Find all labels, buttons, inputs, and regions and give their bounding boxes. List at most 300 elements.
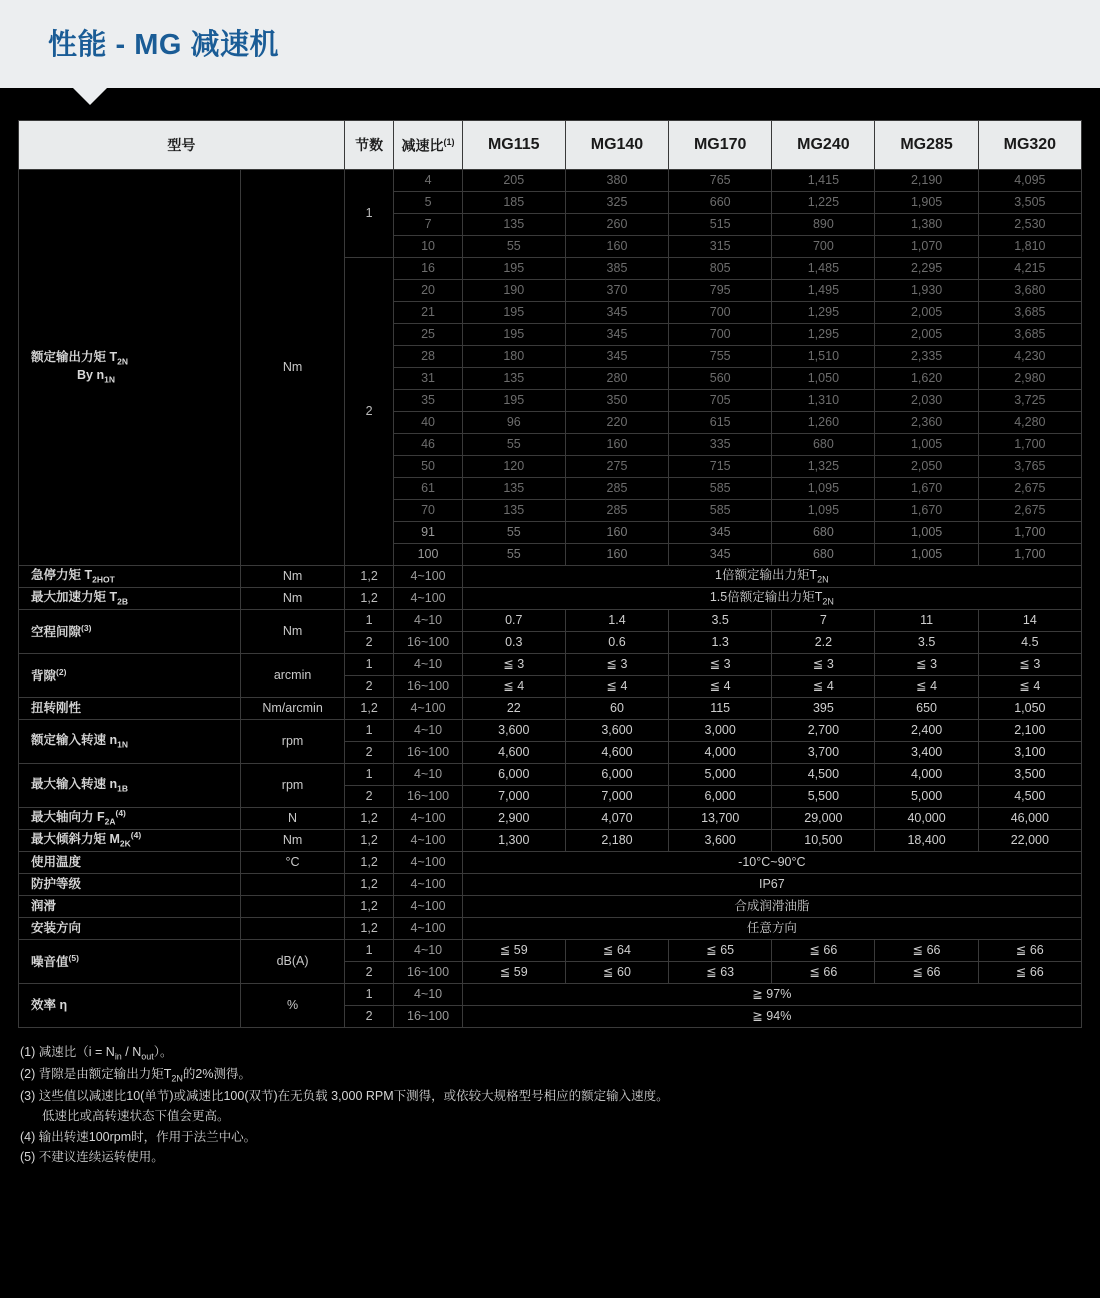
header-notch [72, 87, 108, 105]
ratio-cell: 5 [394, 192, 462, 214]
header-model-mg320: MG320 [978, 121, 1081, 170]
value-cell: 1,670 [875, 500, 978, 522]
stage-cell: 1 [344, 984, 394, 1006]
footnote-1: (1) 减速比$(i = N_{in} / N_{out})$。 [20, 1045, 173, 1062]
value-cell: 22 [462, 698, 565, 720]
row-label-efficiency: 效率 η [19, 984, 241, 1028]
value-cell: 2,050 [875, 456, 978, 478]
value-cell: ≦ 66 [772, 940, 875, 962]
stage-cell: 1 [344, 610, 394, 632]
row-label-max-axial-force: 最大轴向力 $F_{2A}^{(4)}$ [19, 808, 241, 830]
value-cell: 4,095 [978, 170, 1081, 192]
ratio-cell: 4~100 [394, 874, 462, 896]
value-cell: 1,050 [978, 698, 1081, 720]
table-head [19, 121, 1082, 170]
value-cell: 195 [462, 302, 565, 324]
value-cell: 615 [669, 412, 772, 434]
value-cell: 2,295 [875, 258, 978, 280]
row-unit: N [241, 808, 344, 830]
value-cell: 185 [462, 192, 565, 214]
value-cell: ≦ 3 [565, 654, 668, 676]
value-cell: 660 [669, 192, 772, 214]
row-unit-t2n: Nm [241, 170, 344, 566]
value-cell: 4,215 [978, 258, 1081, 280]
ratio-cell: 61 [394, 478, 462, 500]
value-cell: 55 [462, 434, 565, 456]
table-row [19, 654, 1082, 676]
value-cell: 1,295 [772, 302, 875, 324]
header-model-mg115: MG115 [462, 121, 565, 170]
value-cell: 2,190 [875, 170, 978, 192]
value-cell: 14 [978, 610, 1081, 632]
row-label-protection: 防护等级 [19, 874, 241, 896]
ratio-cell: 28 [394, 346, 462, 368]
ratio-cell: 16~100 [394, 786, 462, 808]
stage-cell: 2 [344, 676, 394, 698]
value-cell: 180 [462, 346, 565, 368]
footnotes [0, 1028, 1100, 1167]
stage-cell: 1,2 [344, 918, 394, 940]
value-cell: 1,325 [772, 456, 875, 478]
row-unit: rpm [241, 720, 344, 764]
value-cell: ≦ 65 [669, 940, 772, 962]
value-cell: 135 [462, 368, 565, 390]
header-model: 型号 [19, 121, 345, 170]
header-ratio: 减速比$^{(1)}$ [394, 121, 462, 170]
value-cell: 3,400 [875, 742, 978, 764]
value-cell: 190 [462, 280, 565, 302]
table-row [19, 588, 1082, 610]
table-row [19, 808, 1082, 830]
value-cell: 3,685 [978, 324, 1081, 346]
value-cell: 2,005 [875, 324, 978, 346]
stage-cell: 2 [344, 1006, 394, 1028]
table-row [19, 874, 1082, 896]
value-cell: 1,620 [875, 368, 978, 390]
ratio-cell: 4~10 [394, 654, 462, 676]
value-cell: 1,510 [772, 346, 875, 368]
stage-cell: 2 [344, 786, 394, 808]
stage-cell: 1 [344, 764, 394, 786]
value-cell: 1,095 [772, 478, 875, 500]
value-cell: 4,070 [565, 808, 668, 830]
value-cell: 280 [565, 368, 668, 390]
table-row [19, 984, 1082, 1006]
value-cell: 395 [772, 698, 875, 720]
ratio-cell: 4~100 [394, 588, 462, 610]
value-cell: 7,000 [462, 786, 565, 808]
value-cell: 765 [669, 170, 772, 192]
value-cell: 5,500 [772, 786, 875, 808]
ratio-cell: 50 [394, 456, 462, 478]
value-cell: 2,005 [875, 302, 978, 324]
value-cell: ≦ 66 [772, 962, 875, 984]
value-cell: 195 [462, 390, 565, 412]
value-cell: 135 [462, 478, 565, 500]
row-unit: Nm/arcmin [241, 698, 344, 720]
value-cell: 7,000 [565, 786, 668, 808]
value-cell: 11 [875, 610, 978, 632]
ratio-cell: 31 [394, 368, 462, 390]
value-cell: 0.7 [462, 610, 565, 632]
value-cell: 380 [565, 170, 668, 192]
value-cell: 345 [565, 324, 668, 346]
value-cell: 325 [565, 192, 668, 214]
value-cell: 2,900 [462, 808, 565, 830]
value-cell: 135 [462, 500, 565, 522]
value-cell: 13,700 [669, 808, 772, 830]
value-cell: 1,005 [875, 544, 978, 566]
value-cell: 1,380 [875, 214, 978, 236]
value-cell: 4,000 [669, 742, 772, 764]
value-cell: 2,675 [978, 500, 1081, 522]
ratio-cell: 16~100 [394, 742, 462, 764]
table-row [19, 610, 1082, 632]
value-cell: 29,000 [772, 808, 875, 830]
ratio-cell: 4~100 [394, 896, 462, 918]
stage-cell: 1 [344, 654, 394, 676]
value-cell: 285 [565, 478, 668, 500]
value-cell: 10,500 [772, 830, 875, 852]
value-cell: ≦ 4 [462, 676, 565, 698]
stage-cell: 1,2 [344, 698, 394, 720]
value-cell: 6,000 [565, 764, 668, 786]
value-cell: 4,600 [565, 742, 668, 764]
row-label-t2hot: 急停力矩 $T_{2НОТ}$ [19, 566, 241, 588]
row-label-lost-motion: 空程间隙$^{(3)}$ [19, 610, 241, 654]
ratio-cell: 4~10 [394, 610, 462, 632]
merged-value-cell: 1倍额定输出力矩$T_{2N}$ [462, 566, 1081, 588]
value-cell: 60 [565, 698, 668, 720]
value-cell: ≦ 66 [875, 940, 978, 962]
stage-cell: 1 [344, 720, 394, 742]
ratio-cell: 4~100 [394, 698, 462, 720]
value-cell: 6,000 [669, 786, 772, 808]
ratio-cell: 46 [394, 434, 462, 456]
merged-value-cell: ≧ 97% [462, 984, 1081, 1006]
value-cell: 1,295 [772, 324, 875, 346]
table-row [19, 764, 1082, 786]
value-cell: 805 [669, 258, 772, 280]
value-cell: 195 [462, 324, 565, 346]
value-cell: 2,100 [978, 720, 1081, 742]
value-cell: 755 [669, 346, 772, 368]
value-cell: 2,530 [978, 214, 1081, 236]
ratio-cell: 4~10 [394, 720, 462, 742]
ratio-cell: 4~10 [394, 940, 462, 962]
value-cell: 345 [669, 522, 772, 544]
ratio-cell: 91 [394, 522, 462, 544]
merged-value-cell: -10°C~90°C [462, 852, 1081, 874]
row-unit: °C [241, 852, 344, 874]
value-cell: ≦ 3 [669, 654, 772, 676]
value-cell: ≦ 60 [565, 962, 668, 984]
value-cell: 260 [565, 214, 668, 236]
ratio-cell: 20 [394, 280, 462, 302]
value-cell: ≦ 4 [875, 676, 978, 698]
value-cell: 560 [669, 368, 772, 390]
value-cell: 700 [669, 302, 772, 324]
value-cell: 3,505 [978, 192, 1081, 214]
table-row [19, 720, 1082, 742]
value-cell: ≦ 3 [875, 654, 978, 676]
value-cell: 1,905 [875, 192, 978, 214]
value-cell: 650 [875, 698, 978, 720]
value-cell: 115 [669, 698, 772, 720]
footnote-3: (3) 这些值以减速比10(单节)或减速比100(双节)在无负载 3,000 RPM下测得，或依较大规格型号相应的额定输入速度。 [20, 1089, 669, 1104]
row-label-noise: 噪音值$^{(5)}$ [19, 940, 241, 984]
value-cell: 1,415 [772, 170, 875, 192]
value-cell: ≦ 3 [462, 654, 565, 676]
value-cell: 585 [669, 500, 772, 522]
spec-table-container [0, 88, 1100, 1028]
value-cell: 2,335 [875, 346, 978, 368]
value-cell: 160 [565, 522, 668, 544]
row-label-t2n: 额定输出力矩 $T_{2N}$ By $n_{1N}$ [19, 170, 241, 566]
ratio-cell: 4~100 [394, 830, 462, 852]
value-cell: 55 [462, 236, 565, 258]
value-cell: 3.5 [669, 610, 772, 632]
value-cell: 2,360 [875, 412, 978, 434]
stage-cell: 1,2 [344, 588, 394, 610]
value-cell: 1,260 [772, 412, 875, 434]
value-cell: 345 [669, 544, 772, 566]
value-cell: 0.3 [462, 632, 565, 654]
value-cell: ≦ 4 [669, 676, 772, 698]
value-cell: 160 [565, 544, 668, 566]
value-cell: 40,000 [875, 808, 978, 830]
value-cell: 370 [565, 280, 668, 302]
row-unit: arcmin [241, 654, 344, 698]
row-label-temperature: 使用温度 [19, 852, 241, 874]
spec-table [18, 120, 1082, 1028]
value-cell: 3,600 [669, 830, 772, 852]
ratio-cell: 16~100 [394, 1006, 462, 1028]
value-cell: 680 [772, 544, 875, 566]
value-cell: 2,675 [978, 478, 1081, 500]
value-cell: 195 [462, 258, 565, 280]
row-unit: % [241, 984, 344, 1028]
row-unit: rpm [241, 764, 344, 808]
value-cell: 680 [772, 522, 875, 544]
table-row [19, 830, 1082, 852]
row-label-max-input-speed: 最大输入转速 $n_{1B}$ [19, 764, 241, 808]
value-cell: 135 [462, 214, 565, 236]
value-cell: 160 [565, 236, 668, 258]
value-cell: 1,050 [772, 368, 875, 390]
value-cell: 18,400 [875, 830, 978, 852]
value-cell: 2,030 [875, 390, 978, 412]
value-cell: 315 [669, 236, 772, 258]
value-cell: 1.3 [669, 632, 772, 654]
value-cell: 715 [669, 456, 772, 478]
header-model-mg240: MG240 [772, 121, 875, 170]
stage-cell: 1,2 [344, 852, 394, 874]
value-cell: 680 [772, 434, 875, 456]
stage-cell: 1,2 [344, 830, 394, 852]
row-label-mounting: 安装方向 [19, 918, 241, 940]
page-title: 性能 - MG 减速机 [48, 29, 280, 61]
value-cell: 7 [772, 610, 875, 632]
ratio-cell: 4~10 [394, 984, 462, 1006]
header-model-mg140: MG140 [565, 121, 668, 170]
value-cell: 4,230 [978, 346, 1081, 368]
value-cell: ≦ 64 [565, 940, 668, 962]
value-cell: 585 [669, 478, 772, 500]
ratio-cell: 16~100 [394, 632, 462, 654]
value-cell: ≦ 66 [978, 940, 1081, 962]
table-row [19, 698, 1082, 720]
ratio-cell: 21 [394, 302, 462, 324]
value-cell: 205 [462, 170, 565, 192]
value-cell: 4.5 [978, 632, 1081, 654]
value-cell: 795 [669, 280, 772, 302]
value-cell: 3,700 [772, 742, 875, 764]
ratio-cell: 10 [394, 236, 462, 258]
value-cell: 3,500 [978, 764, 1081, 786]
value-cell: ≦ 4 [565, 676, 668, 698]
header-model-mg170: MG170 [669, 121, 772, 170]
ratio-cell: 4~100 [394, 566, 462, 588]
stage-cell: 1,2 [344, 808, 394, 830]
ratio-cell: 4~100 [394, 852, 462, 874]
value-cell: 1,700 [978, 434, 1081, 456]
value-cell: 705 [669, 390, 772, 412]
table-row [19, 918, 1082, 940]
value-cell: 1.4 [565, 610, 668, 632]
ratio-cell: 25 [394, 324, 462, 346]
header-model-mg285: MG285 [875, 121, 978, 170]
value-cell: 335 [669, 434, 772, 456]
value-cell: 2,980 [978, 368, 1081, 390]
ratio-cell: 16 [394, 258, 462, 280]
value-cell: 2,700 [772, 720, 875, 742]
ratio-cell: 100 [394, 544, 462, 566]
row-label-t2b: 最大加速力矩 $T_{2B}$ [19, 588, 241, 610]
ratio-cell: 4~100 [394, 918, 462, 940]
stage-cell-2: 2 [344, 258, 394, 566]
value-cell: 3,600 [462, 720, 565, 742]
value-cell: 1,810 [978, 236, 1081, 258]
row-unit [241, 874, 344, 896]
table-row [19, 852, 1082, 874]
header-stages: 节数 [344, 121, 394, 170]
row-unit: dB(A) [241, 940, 344, 984]
value-cell: ≦ 3 [772, 654, 875, 676]
value-cell: 350 [565, 390, 668, 412]
value-cell: 0.6 [565, 632, 668, 654]
value-cell: 1,310 [772, 390, 875, 412]
row-unit: Nm [241, 588, 344, 610]
row-unit: Nm [241, 830, 344, 852]
value-cell: ≦ 3 [978, 654, 1081, 676]
row-unit [241, 896, 344, 918]
ratio-cell: 40 [394, 412, 462, 434]
stage-cell: 1,2 [344, 896, 394, 918]
value-cell: 345 [565, 346, 668, 368]
value-cell: 275 [565, 456, 668, 478]
row-unit: Nm [241, 566, 344, 588]
row-label-torsional-stiffness: 扭转刚性 [19, 698, 241, 720]
value-cell: 1,095 [772, 500, 875, 522]
stage-cell: 1,2 [344, 566, 394, 588]
value-cell: 1,070 [875, 236, 978, 258]
value-cell: 120 [462, 456, 565, 478]
value-cell: 345 [565, 302, 668, 324]
table-row [19, 170, 1082, 192]
value-cell: 3,000 [669, 720, 772, 742]
row-label-rated-input-speed: 额定输入转速 $n_{1N}$ [19, 720, 241, 764]
value-cell: 890 [772, 214, 875, 236]
value-cell: 22,000 [978, 830, 1081, 852]
table-row [19, 896, 1082, 918]
table-body [19, 170, 1082, 1028]
value-cell: 220 [565, 412, 668, 434]
value-cell: 1,300 [462, 830, 565, 852]
value-cell: 2,180 [565, 830, 668, 852]
stage-cell: 1,2 [344, 874, 394, 896]
merged-value-cell: 1.5倍额定输出力矩$T_{2N}$ [462, 588, 1081, 610]
value-cell: 1,930 [875, 280, 978, 302]
value-cell: 385 [565, 258, 668, 280]
value-cell: ≦ 59 [462, 962, 565, 984]
footnote-4: (4) 输出转速100rpm时，作用于法兰中心。 [20, 1129, 257, 1144]
value-cell: 4,280 [978, 412, 1081, 434]
value-cell: 5,000 [875, 786, 978, 808]
value-cell: 4,000 [875, 764, 978, 786]
value-cell: ≦ 66 [875, 962, 978, 984]
value-cell: 1,225 [772, 192, 875, 214]
value-cell: 1,005 [875, 434, 978, 456]
page-header [0, 0, 1100, 88]
row-label-lubrication: 润滑 [19, 896, 241, 918]
footnote-2: (2) 背隙是由额定输出力矩$T_{2N}$的2%测得。 [20, 1067, 251, 1084]
merged-value-cell: IP67 [462, 874, 1081, 896]
value-cell: 700 [772, 236, 875, 258]
table-header-row [19, 121, 1082, 170]
ratio-cell: 16~100 [394, 676, 462, 698]
row-label-max-tilting-moment: 最大倾斜力矩 $M_{2K}^{(4)}$ [19, 830, 241, 852]
stage-cell: 2 [344, 742, 394, 764]
value-cell: 46,000 [978, 808, 1081, 830]
value-cell: 55 [462, 544, 565, 566]
merged-value-cell: ≧ 94% [462, 1006, 1081, 1028]
value-cell: 55 [462, 522, 565, 544]
ratio-cell: 16~100 [394, 962, 462, 984]
value-cell: 1,700 [978, 522, 1081, 544]
stage-cell: 1 [344, 940, 394, 962]
value-cell: 1,485 [772, 258, 875, 280]
value-cell: 3.5 [875, 632, 978, 654]
ratio-cell: 7 [394, 214, 462, 236]
value-cell: 4,500 [978, 786, 1081, 808]
footnote-5: (5) 不建议连续运转使用。 [20, 1149, 164, 1164]
stage-cell: 2 [344, 962, 394, 984]
value-cell: 3,725 [978, 390, 1081, 412]
merged-value-cell: 任意方向 [462, 918, 1081, 940]
value-cell: ≦ 4 [978, 676, 1081, 698]
value-cell: 3,600 [565, 720, 668, 742]
value-cell: 285 [565, 500, 668, 522]
value-cell: 5,000 [669, 764, 772, 786]
value-cell: 4,600 [462, 742, 565, 764]
ratio-cell: 4~100 [394, 808, 462, 830]
footnote-3-cont: 低速比或高转速状态下值会更高。 [42, 1109, 230, 1124]
row-unit: Nm [241, 610, 344, 654]
stage-cell: 2 [344, 632, 394, 654]
table-row [19, 566, 1082, 588]
value-cell: 1,670 [875, 478, 978, 500]
